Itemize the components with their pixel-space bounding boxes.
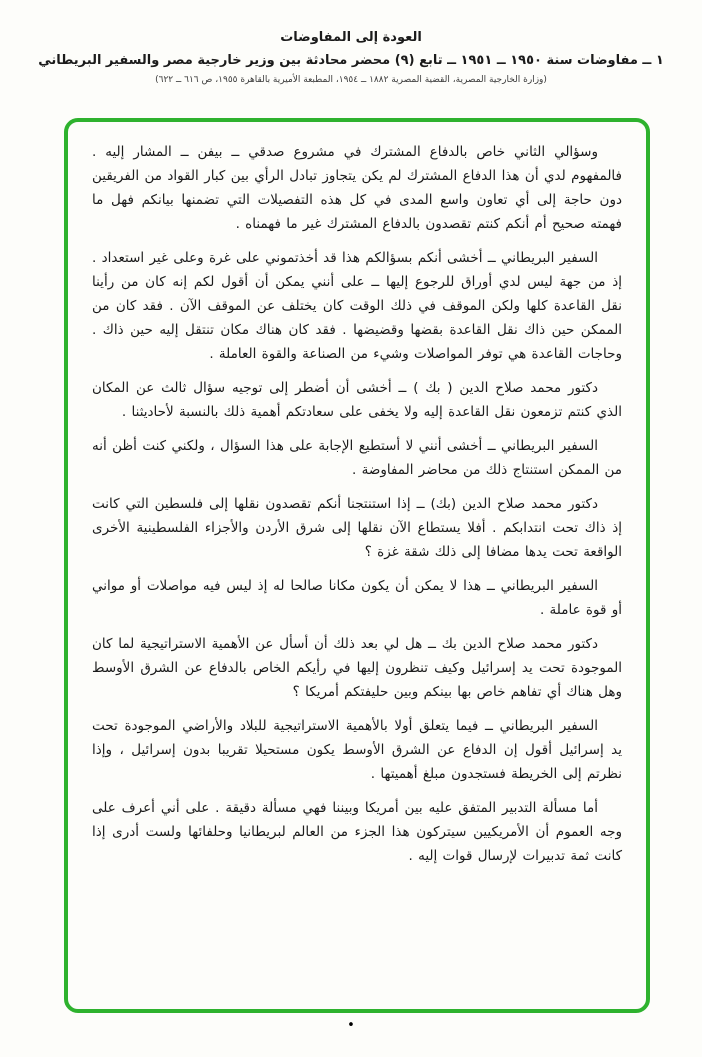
paragraph: السفير البريطاني ــ أخشى أنكم بسؤالكم هذا قد أخذتموني على غرة وعلى غير استعداد . إذ من جهة ليس لدي أوراق للرجوع إليها ــ على أنني يمكن أن أقول لكم إنه كان من رأينا نقل القاعدة كلها ولكن الموقف في ذلك الوقت كان يختلف عن الموقف الآن . فقد كان من الممكن حين ذاك نقل القاعدة بقضها وقضيضها . فقد كان هناك مكان تنتقل إليه حين ذاك . وحاجات القاعدة هي توفر المواصلات وشيء من الصناعة والقوة العاملة . [92, 250, 622, 362]
paragraph: دكتور محمد صلاح الدين بك ــ هل لي بعد ذلك أن أسأل عن الأهمية الاستراتيجية لما كان الموجودة تحت يد إسرائيل وكيف تنظرون إليها في رأيكم الخاص بالدفاع عن الشرق الأوسط وهل هناك أي تفاهم خاص بها بينكم وبين حليفتكم أمريكا ؟ [92, 636, 622, 700]
document-subtitle: ١ ــ مفاوضات سنة ١٩٥٠ ــ ١٩٥١ ــ تابع (٩) محضر محادثة بين وزير خارجية مصر والسفير البريطاني [38, 53, 664, 68]
document-header [0, 0, 702, 85]
paragraph: وسؤالي الثاني خاص بالدفاع المشترك في مشروع صدقي ــ بيفن ــ المشار إليه . فالمفهوم لدي أن هذا الدفاع المشترك لم يكن يتجاوز تبادل الرأي بين كبار القواد من الفريقين دون حاجة إلى أي تعاون واسع المدى في كل هذه التفصيلات التي تضمنها بيانكم فهل ما فهمته صحيح أم أنكم كنتم تقصدون بالدفاع المشترك غير ما فهمناه . [92, 144, 622, 232]
paragraph: السفير البريطاني ــ أخشى أنني لا أستطيع الإجابة على هذا السؤال ، ولكني كنت أظن أنه من الممكن استنتاج ذلك من محاضر المفاوضة . [92, 438, 622, 478]
paragraph: دكتور محمد صلاح الدين ( بك ) ــ أخشى أن أضطر إلى توجيه سؤال ثالث عن المكان الذي كنتم تزمعون نقل القاعدة إليه ولا يخفى على سعادتكم أهمية ذلك بالنسبة لأحاديثنا . [92, 380, 622, 420]
end-mark: • [347, 1018, 355, 1033]
paragraph: أما مسألة التدبير المتفق عليه بين أمريكا وبيننا فهي مسألة دقيقة . على أني أعرف على وجه العموم أن الأمريكيين سيتركون هذا الجزء من العالم لبريطانيا وحلفائها ولست أدرى إذا كانت ثمة تدبيرات لإرسال قوات إليه . [92, 800, 622, 864]
paragraph: السفير البريطاني ــ فيما يتعلق أولا بالأهمية الاستراتيجية للبلاد والأراضي الموجودة تحت يد إسرائيل أقول إن الدفاع عن الشرق الأوسط يكون مستحيلا تقريبا بدون إسرائيل ، وإذا نظرتم إلى الخريطة فستجدون مبلغ أهميتها . [92, 718, 622, 782]
source-citation: (وزارة الخارجية المصرية، القضية المصرية ١٨٨٢ ــ ١٩٥٤، المطبعة الأميرية بالقاهرة ١٩٥٥، ص ٦١٦ ــ ٦٢٢) [155, 75, 547, 85]
paragraph: السفير البريطاني ــ هذا لا يمكن أن يكون مكانا صالحا له إذ ليس فيه مواصلات أو مواني أو قوة عاملة . [92, 578, 622, 618]
text-frame [64, 118, 650, 1013]
page-title: العودة إلى المفاوضات [280, 30, 422, 45]
paragraph: دكتور محمد صلاح الدين (بك) ــ إذا استنتجنا أنكم تقصدون نقلها إلى فلسطين التي كانت إذ ذاك تحت انتدابكم . أفلا يستطاع الآن نقلها إلى شرق الأردن والأجزاء الفلسطينية الأخرى الواقعة تحت يدها مضافا إلى ذلك شقة غزة ؟ [92, 496, 622, 560]
